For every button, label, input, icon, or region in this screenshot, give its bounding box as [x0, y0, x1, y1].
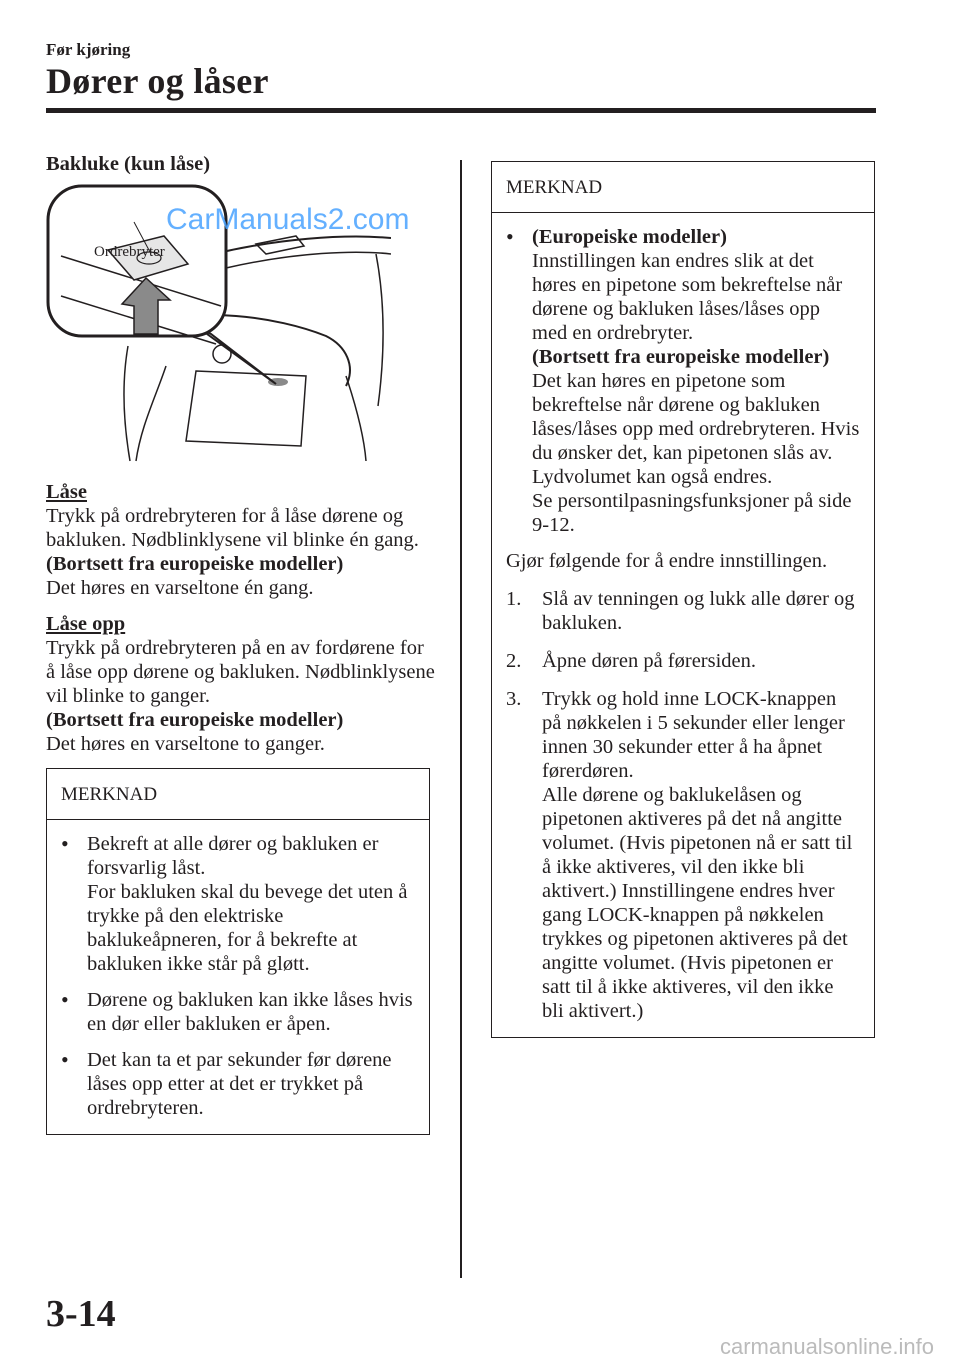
watermark-logo: CarManuals2.com [166, 203, 410, 236]
non-eu-heading: (Bortsett fra europeiske modeller) [532, 346, 830, 368]
page-number: 3-14 [46, 1293, 116, 1335]
step-item: 2. Åpne døren på førersiden. [506, 650, 757, 672]
bullet-icon: • [506, 224, 514, 249]
bullet-icon: • [61, 831, 69, 856]
lock-heading: Låse [46, 481, 87, 503]
eu-text: Innstillingen kan endres slik at det høres en pipetone som bekreftelse når dørene og bakluken låses/låses opp med en ordrebryter. [532, 250, 843, 344]
lock-text-2: Det høres en varseltone én gang. [46, 577, 314, 599]
note-body [492, 213, 874, 1037]
eu-heading: (Europeiske modeller) [532, 226, 727, 248]
title-rule [46, 108, 876, 113]
page-title: Dører og låser [46, 61, 269, 101]
callout-label: Ordrebryter [94, 244, 165, 260]
lock-bold-note: (Bortsett fra europeiske modeller) [46, 553, 344, 575]
liftgate-illustration [46, 176, 410, 466]
unlock-text-2: Det høres en varseltone to ganger. [46, 733, 325, 755]
footer-watermark: carmanualsonline.info [719, 1334, 934, 1359]
left-column [46, 152, 436, 1135]
note-title: MERKNAD [47, 769, 429, 820]
unlock-bold-note: (Bortsett fra europeiske modeller) [46, 709, 344, 731]
section-label: Før kjøring [46, 40, 131, 59]
section-heading: Bakluke (kun låse) [46, 153, 211, 175]
note-body [47, 820, 429, 1134]
steps-intro: Gjør følgende for å endre innstillingen. [506, 550, 828, 572]
column-divider [460, 160, 462, 1278]
non-eu-text: Det kan høres en pipetone som bekreftelse når dørene og bakluken låses/låses opp med ordrebryteren. Hvis du ønsker det, kan pipetonen slås av. [532, 370, 860, 464]
note-item [506, 225, 860, 537]
note-box-right [491, 161, 875, 1038]
note-item: • Det kan ta et par sekunder før dørene låses opp etter at det er trykket på ordrebryteren. [61, 1047, 392, 1119]
bullet-icon: • [61, 987, 69, 1012]
note-item: • Bekreft at alle dører og bakluken er forsvarlig låst. For bakluken skal du bevege det uten å trykke på den elektriske baklukeåpneren, for å bekrefte at bakluken ikke står på gløtt. [61, 831, 408, 975]
bullet-icon: • [61, 1047, 69, 1072]
unlock-text: Trykk på ordrebryteren på en av fordørene for å låse opp dørene og bakluken. Nødblinklysene vil blinke to ganger. (Bortsett fra europeiske modeller) Det høres en varseltone to ganger. [46, 637, 435, 755]
see-reference: Se persontilpasningsfunksjoner på side 9-12. [532, 490, 852, 536]
right-column [491, 161, 875, 1038]
unlock-heading: Låse opp [46, 613, 126, 635]
lock-text: Trykk på ordrebryteren for å låse dørene og bakluken. Nødblinklysene vil blinke én gang. (Bortsett fra europeiske modeller) Det høres en varseltone én gang. [46, 505, 419, 599]
note-item: • Dørene og bakluken kan ikke låses hvis en dør eller bakluken er åpen. [61, 987, 413, 1035]
step-item: 1. Slå av tenningen og lukk alle dører og bakluken. [506, 588, 855, 634]
step-item: 3. Trykk og hold inne LOCK-knappen på nøkkelen i 5 sekunder eller lenger innen 30 sekunder etter å ha åpnet førerdøren. Alle dørene og baklukelåsen og pipetonen aktiveres på det nå angitte volumet. (Hvis pipetonen nå er satt til å ikke aktiveres, vil den ikke bli aktivert.) Innstillingene endres hver gang LOCK-knappen på nøkkelen trykkes og pipetonen aktiveres på det angitte volumet. (Hvis pipetonen er satt til å ikke aktiveres, vil den ikke bli aktivert.) [506, 688, 853, 1022]
volume-text: Lydvolumet kan også endres. [532, 466, 773, 488]
note-box-left [46, 768, 430, 1135]
note-title: MERKNAD [492, 162, 874, 213]
